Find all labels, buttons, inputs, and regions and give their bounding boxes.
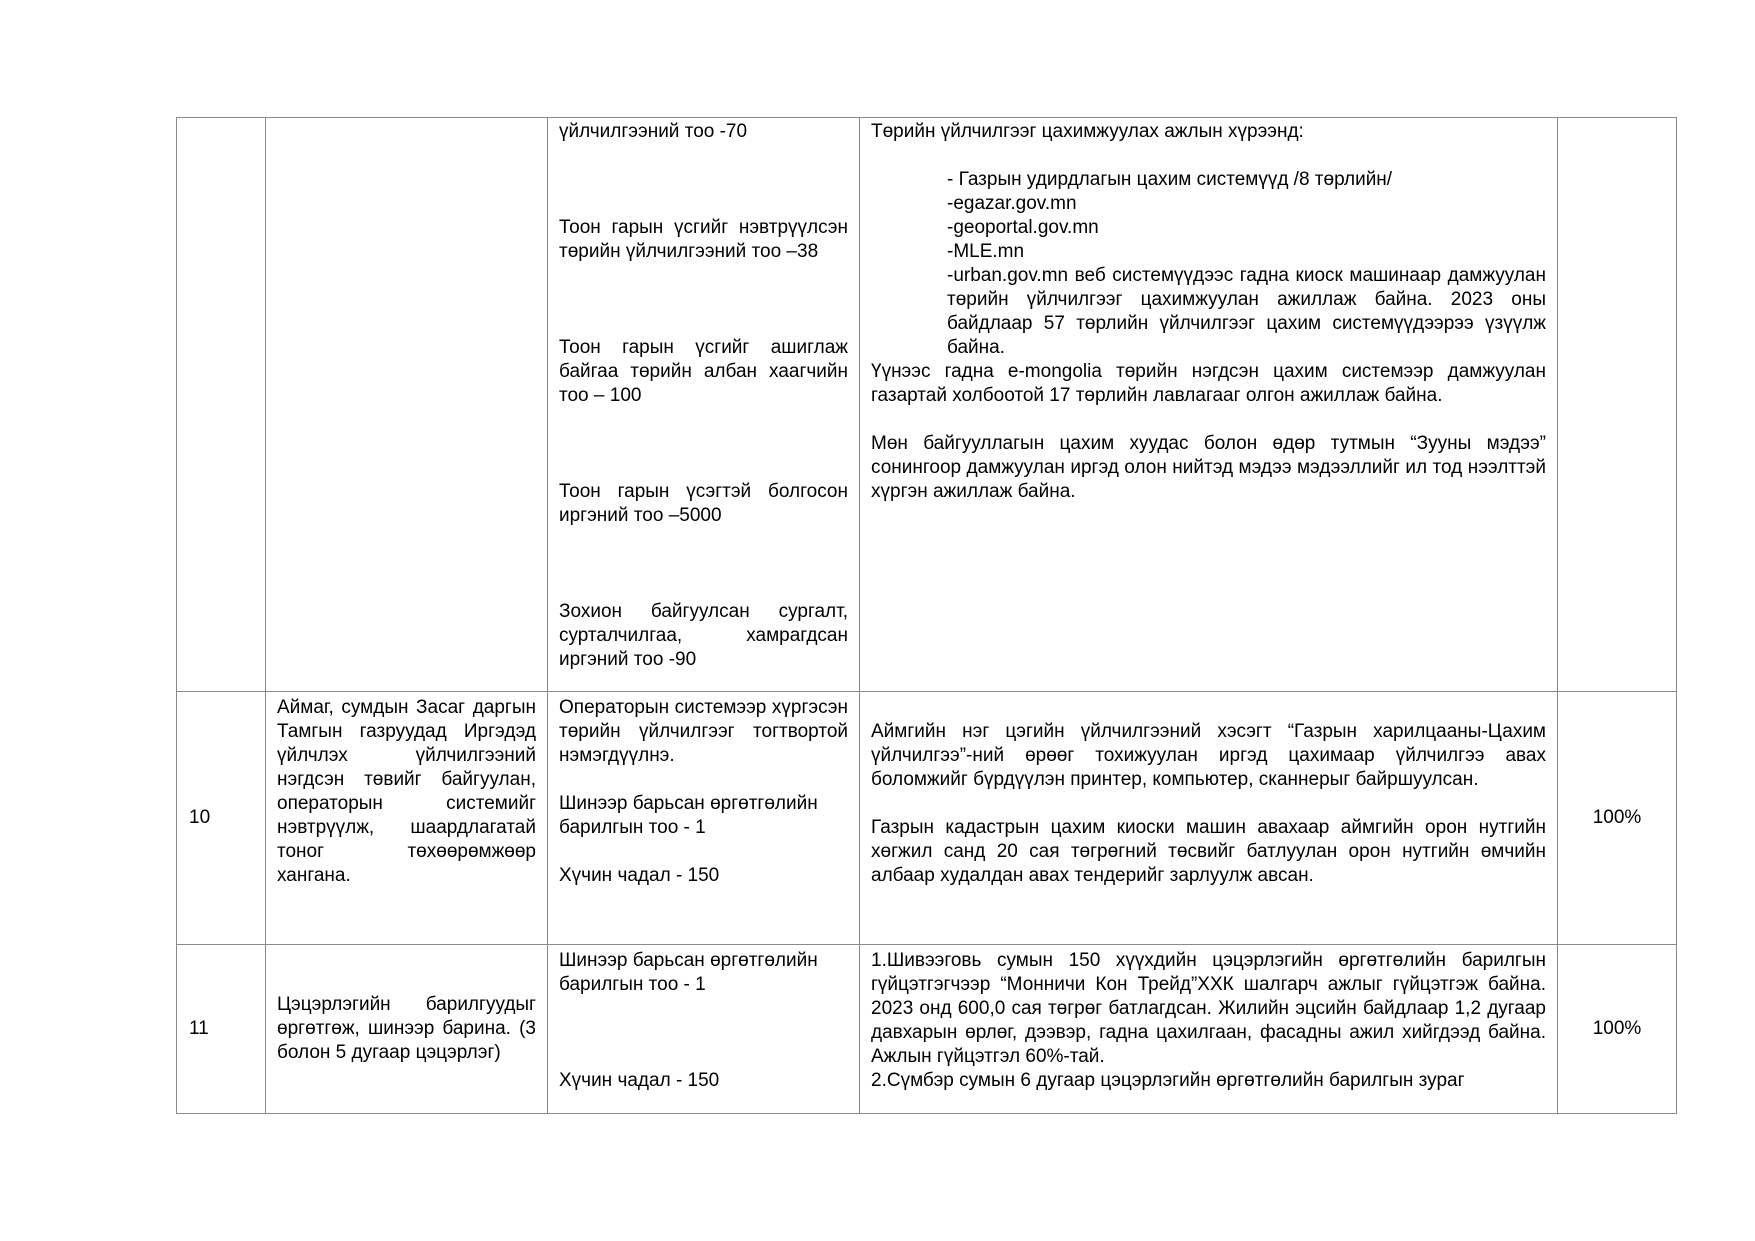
table-row: [177, 118, 1677, 692]
indicator-text: Тоон гарын үсгийг нэвтрүүлсэн төрийн үйлчилгээний тоо –38: [559, 217, 848, 262]
performance-list-item: -urban.gov.mn веб системүүдээс гадна киоск машинаар дамжуулан төрийн үйлчилгээг цахимжуулан ажиллаж байна. 2023 оны байдлаар 57 төрлийн үйлчилгээг цахим системүүдээрээ үзүүлж байна.: [947, 265, 1546, 358]
performance-list-item: -egazar.gov.mn: [947, 193, 1077, 214]
table-row: [177, 945, 1677, 1114]
task-text: Аймаг, сумдын Засаг даргын Тамгын газруудад Иргэдэд үйлчлэх үйлчилгээний нэгдсэн төвийг байгуулан, операторын системийг нэвтрүүлж, шаардлагатай тоног төхөөрөмжөөр хангана.: [277, 697, 536, 886]
percent-cell: [1558, 945, 1677, 1114]
report-table: [176, 117, 1677, 1114]
row-number: 10: [189, 807, 211, 828]
performance-paragraph: Аймгийн нэг цэгийн үйлчилгээний хэсэгт “Газрын харилцааны-Цахим үйлчилгээ”-ний өрөөг тохижуулан иргэд цахимаар үйлчилгээ авах боломжийг бүрдүүлэн принтер, компьютер, сканнерыг байршуулсан.: [871, 721, 1546, 790]
percent-value: 100%: [1592, 1018, 1642, 1039]
task-cell: [266, 118, 548, 692]
indicator-cell: [548, 118, 860, 692]
indicator-text: Зохион байгуулсан сургалт, сурталчилгаа, хамрагдсан иргэний тоо -90: [559, 601, 848, 670]
indicator-text: Операторын системээр хүргэсэн төрийн үйлчилгээг тогтвортой нэмэгдүүлнэ.: [559, 697, 848, 766]
percent-cell: [1558, 692, 1677, 945]
performance-list-item: - Газрын удирдлагын цахим системүүд /8 төрлийн/: [947, 169, 1393, 190]
performance-paragraph: Үүнээс гадна e-mongolia төрийн нэгдсэн цахим системээр дамжуулан газартай холбоотой 17 төрлийн лавлагааг олгон ажиллаж байна.: [871, 361, 1546, 406]
percent-value: 100%: [1592, 807, 1642, 828]
performance-list-item: -MLE.mn: [947, 241, 1025, 262]
row-number-cell: [177, 692, 266, 945]
indicator-text: Хүчин чадал - 150: [559, 1070, 720, 1091]
indicator-text: Тоон гарын үсэгтэй болгосон иргэний тоо –5000: [559, 481, 848, 526]
performance-paragraph: 1.Шивээговь сумын 150 хүүхдийн цэцэрлэгийн өргөтгөлийн барилгын гүйцэтгэгчээр “Монничи Кон Трейд”ХХК шалгарч ажлыг гүйцэтгэж байна. 2023 онд 600,0 сая төгрөг батлагдсан. Жилийн эцсийн байдлаар 1,2 дугаар давхарын өрлөг, дээвэр, гадна цахилгаан, фасадны ажил хийгдээд байна. Ажлын гүйцэтгэл 60%-тай.: [871, 950, 1546, 1067]
row-number-cell: [177, 118, 266, 692]
performance-paragraph: Газрын кадастрын цахим киоски машин авахаар аймгийн орон нутгийн хөгжил санд 20 сая төгрөгний төсвийг батлуулан орон нутгийн өмчийн албаар худалдан авах тендерийг зарлуулж авсан.: [871, 817, 1546, 886]
indicator-text: Шинээр барьсан өргөтгөлийн барилгын тоо - 1: [559, 950, 818, 995]
performance-paragraph: 2.Сүмбэр сумын 6 дугаар цэцэрлэгийн өргөтгөлийн барилгын зураг: [871, 1070, 1465, 1091]
row-number-cell: [177, 945, 266, 1114]
indicator-text: Шинээр барьсан өргөтгөлийн барилгын тоо - 1: [559, 793, 818, 838]
performance-cell: [860, 118, 1558, 692]
row-number: 11: [189, 1018, 209, 1039]
task-text: Цэцэрлэгийн барилгуудыг өргөтгөж, шинээр барина. (3 болон 5 дугаар цэцэрлэг): [277, 994, 536, 1063]
performance-list-item: -geoportal.gov.mn: [947, 217, 1099, 238]
indicator-text: үйлчилгээний тоо -70: [559, 121, 748, 142]
indicator-cell: [548, 945, 860, 1114]
performance-paragraph: Мөн байгууллагын цахим хуудас болон өдөр тутмын “Зууны мэдээ” сонингоор дамжуулан иргэд олон нийтэд мэдээ мэдээллийг ил тод нээлттэй хүргэн ажиллаж байна.: [871, 433, 1546, 502]
performance-cell: [860, 692, 1558, 945]
performance-intro: Төрийн үйлчилгээг цахимжуулах ажлын хүрээнд:: [871, 121, 1304, 142]
task-cell: [266, 692, 548, 945]
indicator-cell: [548, 692, 860, 945]
performance-cell: [860, 945, 1558, 1114]
table-row: [177, 692, 1677, 945]
indicator-text: Хүчин чадал - 150: [559, 865, 720, 886]
task-cell: [266, 945, 548, 1114]
indicator-text: Тоон гарын үсгийг ашиглаж байгаа төрийн албан хаагчийн тоо – 100: [559, 337, 848, 406]
percent-cell: [1558, 118, 1677, 692]
